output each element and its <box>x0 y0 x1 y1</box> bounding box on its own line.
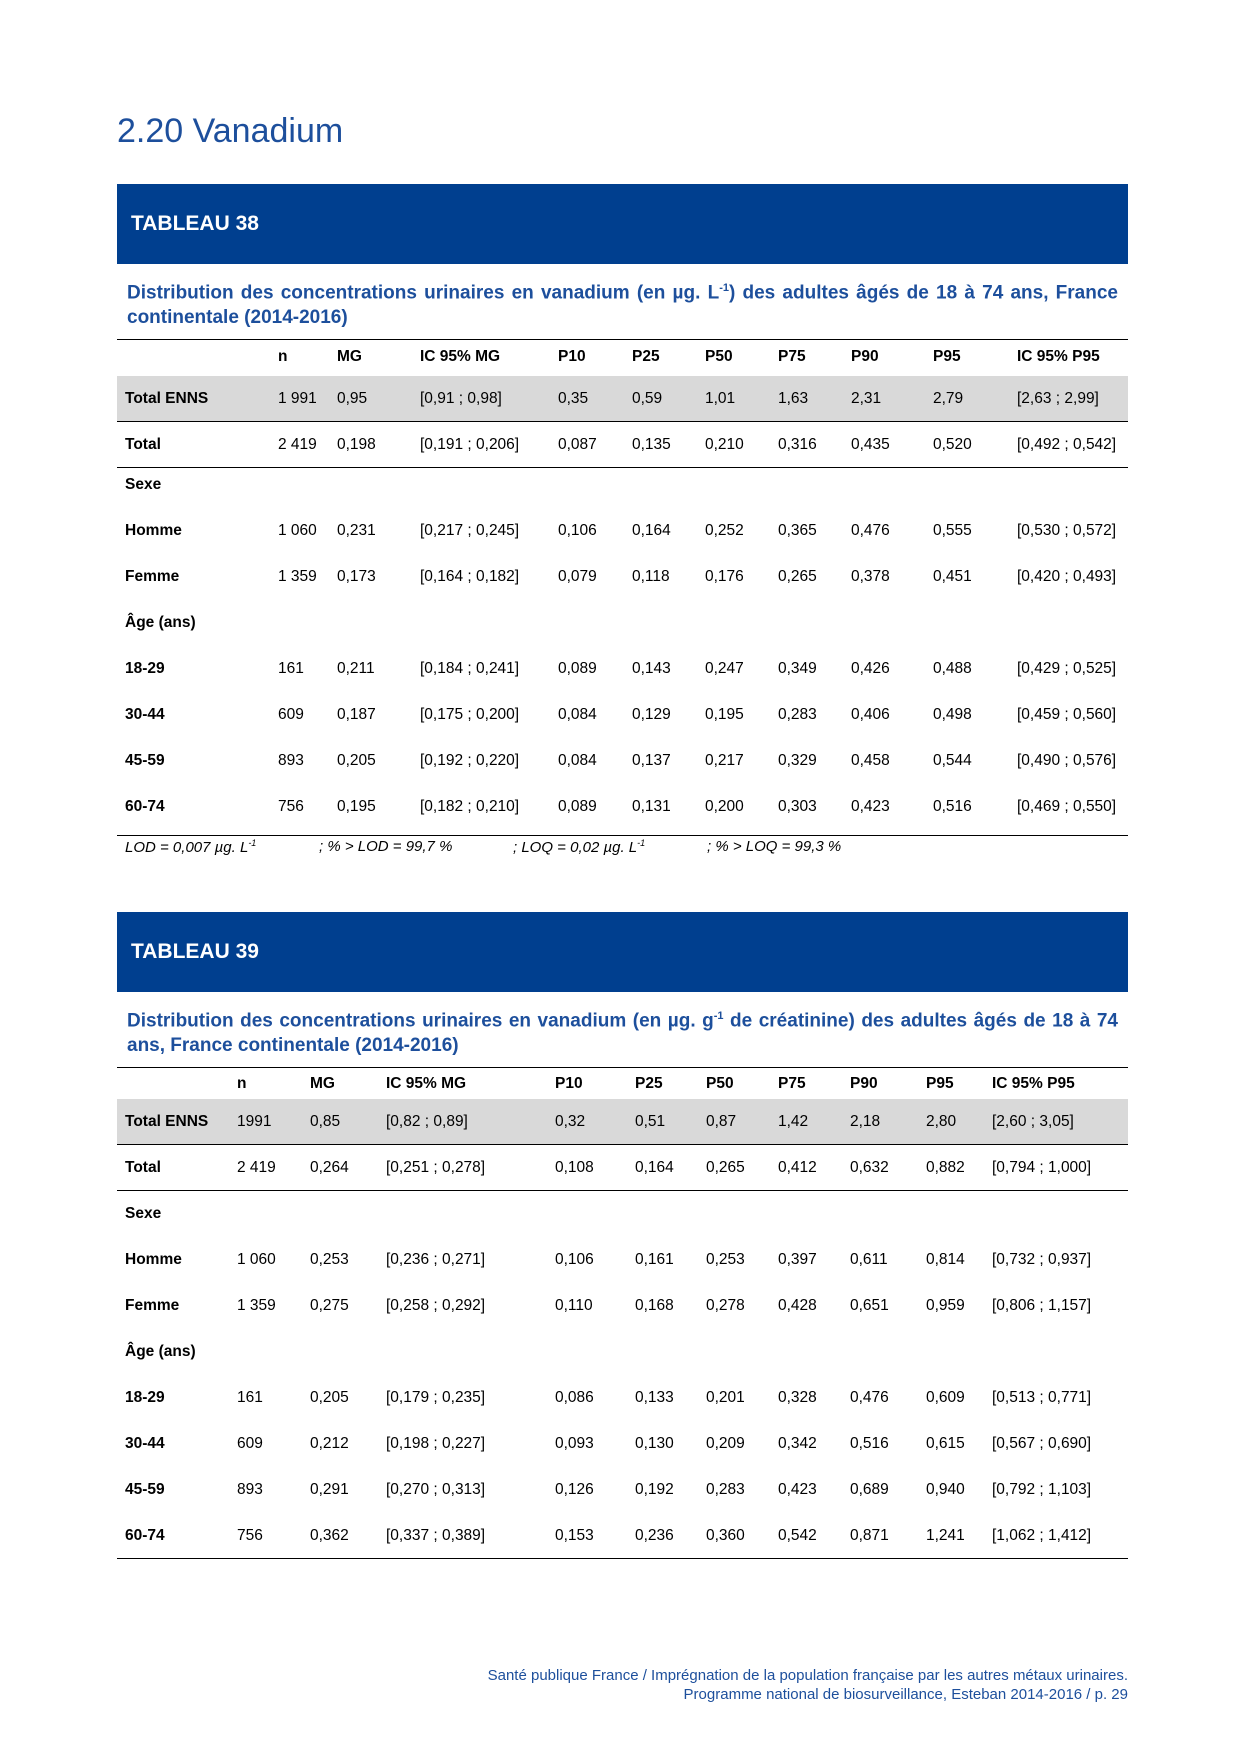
table-cell: [0,429 ; 0,525] <box>1017 659 1117 677</box>
table-cell: [0,806 ; 1,157] <box>992 1296 1092 1314</box>
table-cell <box>229 1329 302 1375</box>
column-header-ic-p95: IC 95% P95 <box>1017 348 1100 366</box>
table-cell: 0,32 <box>547 1099 627 1145</box>
table-cell <box>842 1191 918 1237</box>
row-label: 18-29 <box>125 659 165 677</box>
row-label: Âge (ans) <box>125 1342 196 1360</box>
table-cell: [0,792 ; 1,103] <box>992 1480 1092 1498</box>
row-label: Homme <box>125 521 182 539</box>
table-cell: [0,182 ; 0,210] <box>420 797 520 815</box>
table-cell: 0,360 <box>706 1526 745 1544</box>
table-cell: [2,60 ; 3,05] <box>984 1099 1128 1145</box>
table-cell <box>229 1191 302 1237</box>
table-cell: 0,397 <box>778 1250 817 1268</box>
table-cell: 0,378 <box>851 567 890 585</box>
table-cell: 1,63 <box>770 376 843 422</box>
table-cell: 0,143 <box>632 659 671 677</box>
table-cell: 0,195 <box>337 797 376 815</box>
table-cell: 0,615 <box>926 1434 965 1452</box>
table-cell: 0,205 <box>337 751 376 769</box>
table-cell <box>698 1329 770 1375</box>
column-header <box>117 1068 229 1099</box>
table-cell: [0,91 ; 0,98] <box>412 376 550 422</box>
table-cell: [0,184 ; 0,241] <box>420 659 520 677</box>
table-cell <box>770 1191 842 1237</box>
table-cell <box>270 468 329 514</box>
table-39-block <box>117 912 1128 1559</box>
table-cell: 0,089 <box>558 659 597 677</box>
row-label: 30-44 <box>125 1434 165 1452</box>
column-header-p90: P90 <box>850 1074 878 1092</box>
table-cell: 0,137 <box>632 751 671 769</box>
table-38-block <box>117 184 1128 856</box>
table-cell: 0,173 <box>337 567 376 585</box>
table-cell <box>412 606 550 652</box>
table-cell: 0,247 <box>705 659 744 677</box>
column-header-p10: P10 <box>555 1074 583 1092</box>
table-cell: 0,086 <box>555 1388 594 1406</box>
table-cell: 0,110 <box>555 1296 593 1314</box>
table-cell: 0,084 <box>558 705 597 723</box>
table-cell: 0,328 <box>778 1388 817 1406</box>
column-header-p95: P95 <box>926 1074 954 1092</box>
table-row <box>117 1145 1128 1191</box>
table-cell: 0,516 <box>933 797 972 815</box>
table-cell: 0,488 <box>933 659 972 677</box>
table-cell: 161 <box>278 659 304 677</box>
table-row <box>117 1191 1128 1237</box>
row-label: Femme <box>125 567 180 585</box>
table-cell <box>329 606 412 652</box>
table-cell: 0,200 <box>705 797 744 815</box>
table-cell: 0,959 <box>926 1296 965 1314</box>
column-header-p75: P75 <box>778 1074 806 1092</box>
table-cell: 0,217 <box>705 751 744 769</box>
table-cell <box>697 606 770 652</box>
table-39-caption <box>117 992 1128 1067</box>
row-label: 45-59 <box>125 1480 165 1498</box>
table-cell: 0,264 <box>310 1158 349 1176</box>
table-cell: 0,201 <box>706 1388 745 1406</box>
table-cell: 0,209 <box>706 1434 745 1452</box>
table-cell <box>270 606 329 652</box>
column-header-p75: P75 <box>778 348 806 366</box>
loq-text: ; LOQ = 0,02 µg. L <box>513 839 638 857</box>
table-row <box>117 744 1128 790</box>
table-cell: 609 <box>278 705 304 723</box>
column-header-p95: P95 <box>933 348 961 366</box>
table-cell <box>984 1191 1128 1237</box>
table-cell: 1991 <box>229 1099 302 1145</box>
table-cell: 0,126 <box>555 1480 594 1498</box>
table-cell: 2,79 <box>925 376 1009 422</box>
table-38-caption-sup: -1 <box>719 282 729 294</box>
table-row <box>117 652 1128 698</box>
table-cell: 1 060 <box>237 1250 276 1268</box>
table-cell: 0,131 <box>632 797 671 815</box>
table-cell: [0,217 ; 0,245] <box>420 521 520 539</box>
row-label: Âge (ans) <box>125 613 196 631</box>
table-cell: 0,329 <box>778 751 817 769</box>
table-38-banner: TABLEAU 38 <box>117 184 1128 264</box>
table-cell <box>302 1329 378 1375</box>
row-label: 30-44 <box>125 705 165 723</box>
table-cell: 0,365 <box>778 521 817 539</box>
table-cell: 893 <box>278 751 304 769</box>
table-row <box>117 790 1128 836</box>
table-cell: 0,187 <box>337 705 376 723</box>
table-cell: 0,51 <box>627 1099 698 1145</box>
column-header-p10: P10 <box>558 348 586 366</box>
table-cell <box>843 606 925 652</box>
table-cell: 0,435 <box>851 436 890 454</box>
table-cell <box>378 1329 547 1375</box>
table-cell: 0,231 <box>337 521 376 539</box>
table-cell <box>378 1191 547 1237</box>
table-cell: 0,476 <box>850 1388 889 1406</box>
table-cell <box>918 1329 984 1375</box>
table-cell: [0,459 ; 0,560] <box>1017 705 1117 723</box>
table-cell: [0,251 ; 0,278] <box>386 1158 486 1176</box>
column-header-p25: P25 <box>632 348 660 366</box>
table-cell: 0,164 <box>632 521 671 539</box>
table-cell: 0,212 <box>310 1434 349 1452</box>
table-cell: 0,192 <box>635 1480 674 1498</box>
table-cell <box>770 1329 842 1375</box>
table-cell: [0,420 ; 0,493] <box>1017 567 1117 585</box>
table-cell: 0,236 <box>635 1526 674 1544</box>
lod-note <box>125 838 319 856</box>
table-cell: [0,469 ; 0,550] <box>1017 797 1117 815</box>
table-cell: [0,236 ; 0,271] <box>386 1250 486 1268</box>
table-cell: 0,428 <box>778 1296 817 1314</box>
table-cell: [0,258 ; 0,292] <box>386 1296 486 1314</box>
table-cell <box>697 468 770 514</box>
table-cell: 1,241 <box>926 1526 965 1544</box>
table-cell: 0,544 <box>933 751 972 769</box>
table-cell: 0,609 <box>926 1388 965 1406</box>
table-cell: 0,168 <box>635 1296 674 1314</box>
table-cell: 0,349 <box>778 659 817 677</box>
table-cell: 0,093 <box>555 1434 594 1452</box>
table-39-caption-end: de créatinine) des adultes âgés de 18 à 74 ans, France continentale (2014-2016) <box>127 1010 1118 1057</box>
table-cell: 0,498 <box>933 705 972 723</box>
table-cell: 0,153 <box>555 1526 594 1544</box>
table-cell <box>329 468 412 514</box>
table-cell: 0,814 <box>926 1250 965 1268</box>
row-label: Total <box>125 436 161 454</box>
table-cell: [0,179 ; 0,235] <box>386 1388 486 1406</box>
pct-loq-note: ; % > LOQ = 99,3 % <box>707 838 842 856</box>
table-38-header-row <box>117 340 1128 376</box>
table-cell: [0,175 ; 0,200] <box>420 705 520 723</box>
table-cell: [0,513 ; 0,771] <box>992 1388 1092 1406</box>
loq-sup: -1 <box>637 838 646 849</box>
table-38-footnote <box>117 838 1128 856</box>
row-label: Sexe <box>125 476 162 494</box>
table-cell: 0,406 <box>851 705 890 723</box>
row-label: 18-29 <box>125 1388 165 1406</box>
table-cell: 1 991 <box>270 376 329 422</box>
table-cell: 0,940 <box>926 1480 965 1498</box>
table-cell <box>1009 468 1128 514</box>
table-cell: 0,85 <box>302 1099 378 1145</box>
pct-lod-note: ; % > LOD = 99,7 % <box>319 838 453 856</box>
table-cell: 0,316 <box>778 436 817 454</box>
table-cell: 756 <box>278 797 304 815</box>
table-cell <box>302 1191 378 1237</box>
table-cell: 0,265 <box>778 567 817 585</box>
table-cell: 0,871 <box>850 1526 889 1544</box>
table-row <box>117 1329 1128 1375</box>
table-cell <box>624 606 697 652</box>
row-label: Total <box>125 1158 161 1176</box>
table-cell: 0,084 <box>558 751 597 769</box>
table-cell: 0,176 <box>705 567 744 585</box>
row-label: Homme <box>125 1250 182 1268</box>
table-39-header-row <box>117 1068 1128 1099</box>
table-cell: 1 060 <box>278 521 317 539</box>
column-header-ic-mg: IC 95% MG <box>386 1074 467 1092</box>
table-cell: 2,80 <box>918 1099 984 1145</box>
table-cell: 1 359 <box>237 1296 276 1314</box>
table-cell: 0,426 <box>851 659 890 677</box>
table-cell: [0,337 ; 0,389] <box>386 1526 486 1544</box>
footer-line-1: Santé publique France / Imprégnation de la population française par les autres métaux urinaires. <box>487 1667 1128 1684</box>
table-cell <box>925 606 1009 652</box>
table-cell <box>627 1329 698 1375</box>
table-38-caption-end: ) des adultes âgés de 18 à 74 ans, France continentale (2014-2016) <box>127 282 1118 329</box>
table-cell <box>770 468 843 514</box>
table-cell: 0,133 <box>635 1388 674 1406</box>
table-cell <box>925 468 1009 514</box>
table-cell: 0,275 <box>310 1296 349 1314</box>
table-cell <box>843 468 925 514</box>
table-cell: [0,270 ; 0,313] <box>386 1480 486 1498</box>
table-cell: 0,476 <box>851 521 890 539</box>
table-cell: 0,423 <box>778 1480 817 1498</box>
table-cell: 2 419 <box>278 436 317 454</box>
table-cell: 0,108 <box>555 1158 594 1176</box>
table-cell: [0,490 ; 0,576] <box>1017 751 1117 769</box>
table-row <box>117 1099 1128 1145</box>
table-row <box>117 560 1128 606</box>
column-header-p90: P90 <box>851 348 879 366</box>
table-cell: 0,303 <box>778 797 817 815</box>
footer-line-2: Programme national de biosurveillance, Esteban 2014-2016 / p. 29 <box>683 1686 1128 1703</box>
table-cell: 0,651 <box>850 1296 889 1314</box>
table-cell <box>842 1329 918 1375</box>
column-header-p50: P50 <box>705 348 733 366</box>
table-cell: 0,611 <box>850 1250 888 1268</box>
table-row <box>117 422 1128 468</box>
table-cell <box>550 468 624 514</box>
column-header-p25: P25 <box>635 1074 663 1092</box>
table-cell: 0,342 <box>778 1434 817 1452</box>
table-row <box>117 1375 1128 1421</box>
table-cell: 0,35 <box>550 376 624 422</box>
column-header-ic-mg: IC 95% MG <box>420 348 501 366</box>
table-cell: [0,794 ; 1,000] <box>992 1158 1092 1176</box>
table-cell: 0,516 <box>850 1434 889 1452</box>
table-cell: 0,087 <box>558 436 597 454</box>
table-cell <box>770 606 843 652</box>
table-38 <box>117 339 1128 836</box>
table-cell: 0,278 <box>706 1296 745 1314</box>
table-cell: 2,18 <box>842 1099 918 1145</box>
table-cell: 0,451 <box>933 567 972 585</box>
table-row <box>117 514 1128 560</box>
column-header-p50: P50 <box>706 1074 734 1092</box>
table-cell: 0,106 <box>555 1250 594 1268</box>
table-cell: 609 <box>237 1434 263 1452</box>
table-cell: 1,42 <box>770 1099 842 1145</box>
table-cell: [0,492 ; 0,542] <box>1017 436 1117 454</box>
table-cell: 1 359 <box>278 567 317 585</box>
table-cell: 0,135 <box>632 436 671 454</box>
table-cell: [0,164 ; 0,182] <box>420 567 520 585</box>
table-cell: 0,161 <box>635 1250 674 1268</box>
table-38-caption <box>117 264 1128 339</box>
table-cell: 0,95 <box>329 376 412 422</box>
table-cell: 0,106 <box>558 521 597 539</box>
table-39-caption-sup: -1 <box>713 1010 724 1022</box>
table-cell: 0,632 <box>850 1158 889 1176</box>
page-footer <box>488 1666 1128 1704</box>
table-cell: 0,283 <box>778 705 817 723</box>
table-cell: 893 <box>237 1480 263 1498</box>
table-cell: [0,191 ; 0,206] <box>420 436 520 454</box>
table-cell <box>550 606 624 652</box>
table-cell <box>1009 606 1128 652</box>
table-row <box>117 468 1128 514</box>
table-cell: 0,542 <box>778 1526 817 1544</box>
table-cell: 0,555 <box>933 521 972 539</box>
table-cell: 0,210 <box>705 436 744 454</box>
table-cell: 161 <box>237 1388 263 1406</box>
table-cell: 0,253 <box>310 1250 349 1268</box>
table-cell <box>547 1329 627 1375</box>
table-cell: 756 <box>237 1526 263 1544</box>
table-row <box>117 1513 1128 1559</box>
column-header-mg: MG <box>337 348 362 366</box>
table-cell <box>412 468 550 514</box>
table-cell: 0,882 <box>926 1158 965 1176</box>
table-cell: 0,291 <box>310 1480 349 1498</box>
column-header-mg: MG <box>310 1074 335 1092</box>
row-label: Sexe <box>125 1205 162 1223</box>
table-cell <box>547 1191 627 1237</box>
table-cell: 0,265 <box>706 1158 745 1176</box>
table-cell <box>627 1191 698 1237</box>
table-cell: 0,211 <box>337 659 375 677</box>
table-cell <box>984 1329 1128 1375</box>
row-label: 45-59 <box>125 751 165 769</box>
table-row <box>117 698 1128 744</box>
table-cell <box>624 468 697 514</box>
table-cell: 1,01 <box>697 376 770 422</box>
table-cell: 0,079 <box>558 567 597 585</box>
table-cell: 0,164 <box>635 1158 674 1176</box>
table-cell: 0,283 <box>706 1480 745 1498</box>
table-cell: 0,520 <box>933 436 972 454</box>
table-cell: 0,689 <box>850 1480 889 1498</box>
lod-sup: -1 <box>248 838 257 849</box>
table-row <box>117 1283 1128 1329</box>
table-cell: [0,192 ; 0,220] <box>420 751 520 769</box>
table-row <box>117 1421 1128 1467</box>
column-header-n: n <box>237 1074 247 1092</box>
table-cell: [0,567 ; 0,690] <box>992 1434 1092 1452</box>
table-cell: 2 419 <box>237 1158 276 1176</box>
table-cell: 0,195 <box>705 705 744 723</box>
section-title: 2.20 Vanadium <box>117 112 344 150</box>
table-39-caption-start: Distribution des concentrations urinaires en vanadium (en µg. g <box>127 1010 714 1032</box>
column-header-ic-p95: IC 95% P95 <box>992 1074 1075 1092</box>
table-row <box>117 606 1128 652</box>
row-label: 60-74 <box>125 797 165 815</box>
table-cell: 0,458 <box>851 751 890 769</box>
table-cell: [2,63 ; 2,99] <box>1009 376 1128 422</box>
table-cell: 2,31 <box>843 376 925 422</box>
table-cell: 0,130 <box>635 1434 674 1452</box>
row-label: Femme <box>125 1296 180 1314</box>
table-cell: 0,205 <box>310 1388 349 1406</box>
table-cell: [0,732 ; 0,937] <box>992 1250 1092 1268</box>
table-cell: 0,118 <box>632 567 670 585</box>
table-cell: 0,423 <box>851 797 890 815</box>
table-cell: 0,412 <box>778 1158 817 1176</box>
lod-text: LOD = 0,007 µg. L <box>125 839 249 857</box>
column-header-n: n <box>278 348 288 366</box>
table-38-caption-start: Distribution des concentrations urinaires en vanadium (en µg. L <box>127 282 720 304</box>
table-cell: 0,198 <box>337 436 376 454</box>
loq-note <box>513 838 707 856</box>
table-cell: [1,062 ; 1,412] <box>992 1526 1092 1544</box>
table-cell: 0,253 <box>706 1250 745 1268</box>
table-row <box>117 1237 1128 1283</box>
table-cell: 0,129 <box>632 705 671 723</box>
column-header <box>117 340 270 376</box>
table-row <box>117 376 1128 422</box>
table-39 <box>117 1067 1128 1559</box>
row-label: 60-74 <box>125 1526 165 1544</box>
table-cell: 0,59 <box>624 376 697 422</box>
table-cell: [0,198 ; 0,227] <box>386 1434 486 1452</box>
table-cell <box>698 1191 770 1237</box>
table-cell: 0,362 <box>310 1526 349 1544</box>
table-cell: 0,089 <box>558 797 597 815</box>
table-cell: 0,252 <box>705 521 744 539</box>
row-label: Total ENNS <box>117 376 270 422</box>
table-cell: 0,87 <box>698 1099 770 1145</box>
table-39-banner: TABLEAU 39 <box>117 912 1128 992</box>
table-row <box>117 1467 1128 1513</box>
table-cell <box>918 1191 984 1237</box>
table-cell: [0,530 ; 0,572] <box>1017 521 1117 539</box>
row-label: Total ENNS <box>117 1099 229 1145</box>
table-cell: [0,82 ; 0,89] <box>378 1099 547 1145</box>
